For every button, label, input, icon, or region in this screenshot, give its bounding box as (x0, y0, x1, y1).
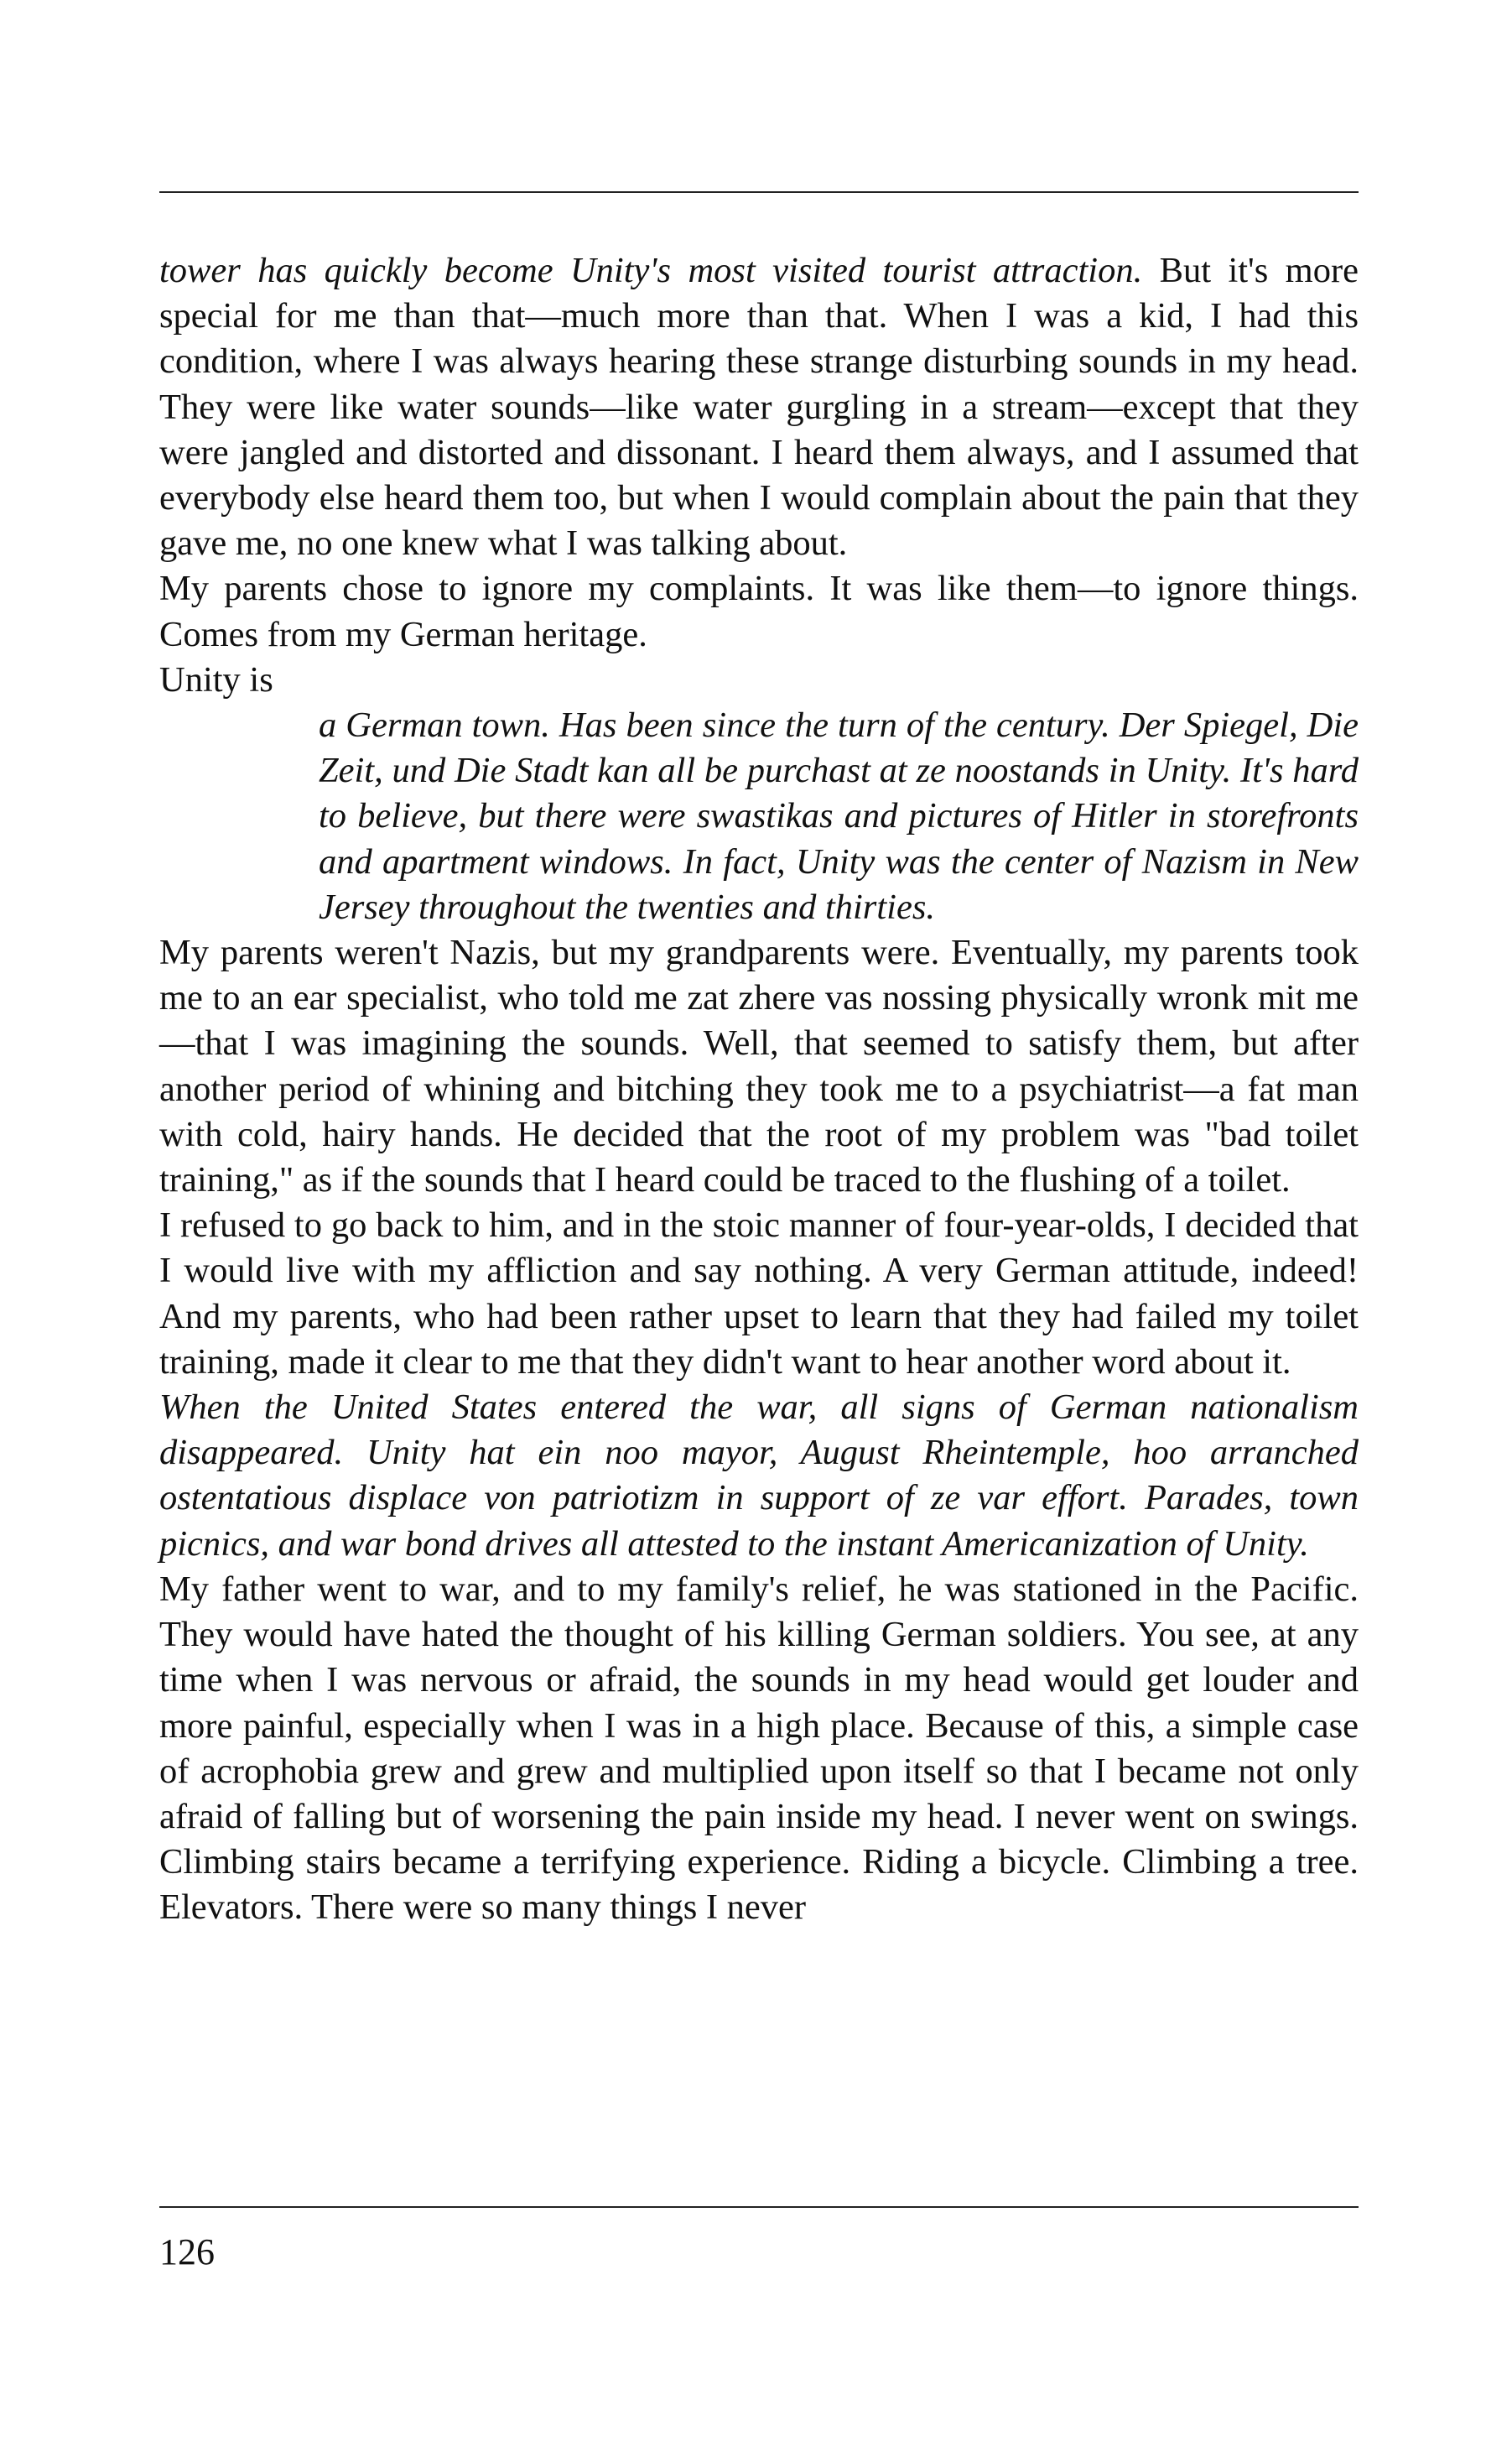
text-run: My father went to war, and to my family's relief, he was stationed in the Pacific. They would have hated the thought of his killing German soldiers. You see, at any time when I was nervous or afraid, the sounds in my head would get louder and more painful, especially when I was in a high place. Because of this, a simple case of acrophobia grew and grew and multiplied upon itself so that I became not only afraid of falling but of worsening the pain inside my head. I never went on swings. Climbing stairs became a terrifying experience. Riding a bicycle. Climbing a tree. Elevators. There were so many things I never (159, 1569, 1359, 1928)
paragraph (159, 1567, 1359, 1931)
page-number: 126 (159, 2231, 215, 2272)
bottom-rule (159, 2206, 1359, 2208)
text-run: I refused to go back to him, and in the stoic manner of four-year-olds, I decided that I would live with my affliction and say nothing. A very German attitude, indeed! And my parents, who had been rather upset to learn that they had failed my toilet training, made it clear to me that they didn't want to hear another word about it. (159, 1205, 1359, 1382)
text-run: When the United States entered the war, all signs of German nationalism disappeared. Unity hat ein noo mayor, August Rheintemple, hoo arranched ostentatious displace von patriotizm in support of ze var effort. Parades, town picnics, and war bond drives all attested to the instant Americanization of Unity. (159, 1387, 1359, 1564)
text-run: My parents weren't Nazis, but my grandparents were. Eventually, my parents took me to an ear specialist, who told me zat zhere vas nossing physically wronk mit me—that I was imagining the sounds. Well, that seemed to satisfy them, but after another period of whining and bitching they took me to a psychiatrist—a fat man with cold, hairy hands. He decided that the root of my problem was "bad toilet training," as if the sounds that I heard could be traced to the flushing of a toilet. (159, 933, 1359, 1200)
paragraph (159, 1203, 1359, 1385)
paragraph (159, 566, 1359, 657)
text-run: a German town. Has been since the turn of the century. Der Spiegel, Die Zeit, und Die Stadt kan all be purchast at ze noostands in Unity. It's hard to believe, but there were swastikas and pictures of Hitler in storefronts and apartment windows. In fact, Unity was the center of Nazism in New Jersey throughout the twenties and thirties. (319, 705, 1359, 927)
paragraph (159, 1385, 1359, 1567)
paragraph (159, 658, 1359, 930)
text-run: tower has quickly become Unity's most visited tourist attraction. (159, 251, 1143, 290)
text-run: But it's more special for me than that—much more than that. When I was a kid, I had this condition, where I was always hearing these strange disturbing sounds in my head. They were like water sounds—like water gurgling in a stream—except that they were jangled and distorted and dissonant. I heard them always, and I assumed that everybody else heard them too, but when I would complain about the pain that they gave me, no one knew what I was talking about. (159, 251, 1359, 564)
paragraph (159, 930, 1359, 1203)
paragraph (159, 248, 1359, 566)
text-run: My parents chose to ignore my complaints. It was like them—to ignore things. Comes from my German heritage. (159, 569, 1359, 654)
top-rule (159, 191, 1359, 193)
body-text (159, 248, 1359, 1931)
text-run: Unity is (159, 659, 273, 700)
